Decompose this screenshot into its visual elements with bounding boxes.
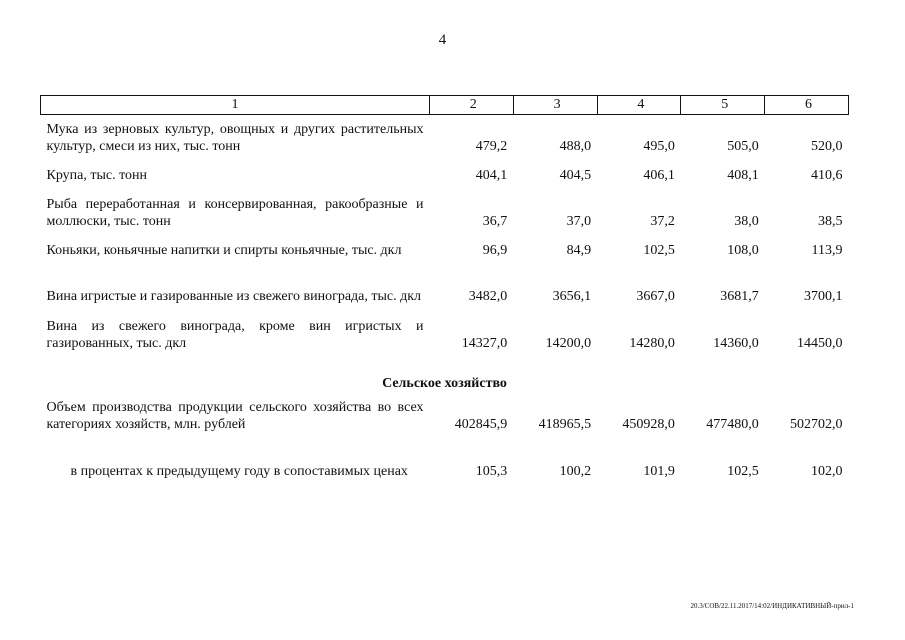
table-row-agri-percent [41, 433, 849, 480]
table-row-flour [41, 115, 849, 155]
cell-value: 105,3 [475, 463, 508, 479]
table-row-wine [41, 305, 849, 352]
cell-value: 479,2 [475, 138, 508, 154]
cell-value: 3700,1 [803, 288, 843, 304]
cell-value: 102,0 [810, 463, 843, 479]
column-header-2: 2 [430, 96, 514, 115]
cell-value: 402845,9 [454, 416, 508, 432]
cell-value: 37,0 [566, 213, 592, 229]
cell-value: 408,1 [727, 167, 759, 183]
cell-value: 495,0 [643, 138, 675, 154]
section-title: Сельское хозяйство [382, 375, 507, 391]
cell-value: 14200,0 [545, 335, 592, 351]
cell-value: 404,5 [559, 167, 592, 183]
cell-value: 488,0 [559, 138, 592, 154]
cell-value: 14360,0 [713, 335, 759, 351]
cell-value: 96,9 [482, 242, 508, 258]
cell-value: 100,2 [559, 463, 592, 479]
cell-value: 404,1 [475, 167, 508, 183]
cell-value: 3656,1 [552, 288, 592, 304]
column-number-row [41, 96, 849, 115]
cell-value: 406,1 [643, 167, 675, 183]
cell-value: 14327,0 [461, 335, 508, 351]
cell-value: 14450,0 [796, 335, 843, 351]
cell-value: 102,5 [643, 242, 675, 258]
row-label: в процентах к предыдущему году в сопоставимых ценах [70, 463, 408, 479]
section-header-row [41, 352, 849, 392]
cell-value: 14280,0 [629, 335, 675, 351]
column-header-3: 3 [513, 96, 597, 115]
table-row-agri-output [41, 392, 849, 433]
cell-value: 505,0 [727, 138, 759, 154]
row-label: Коньяки, коньячные напитки и спирты коньячные, тыс. дкл [46, 242, 402, 258]
cell-value: 38,5 [817, 213, 843, 229]
cell-value: 36,7 [482, 213, 508, 229]
row-label: Объем производства продукции сельского хозяйства во всех категориях хозяйств, млн. рублей [46, 399, 424, 432]
row-label: Вина из свежего винограда, кроме вин игристых и газированных, тыс. дкл [46, 318, 424, 351]
cell-value: 418965,5 [538, 416, 592, 432]
cell-value: 520,0 [810, 138, 843, 154]
cell-value: 3667,0 [636, 288, 675, 304]
cell-value: 108,0 [727, 242, 759, 258]
cell-value: 101,9 [643, 463, 675, 479]
cell-value: 38,0 [734, 213, 759, 229]
row-label: Крупа, тыс. тонн [46, 167, 148, 183]
column-header-4: 4 [597, 96, 681, 115]
cell-value: 3482,0 [468, 288, 508, 304]
cell-value: 502702,0 [789, 416, 843, 432]
table-row-cognac [41, 230, 849, 259]
column-header-1: 1 [41, 96, 430, 115]
cell-value: 84,9 [566, 242, 592, 258]
cell-value: 102,5 [727, 463, 759, 479]
column-header-6: 6 [765, 96, 849, 115]
table-row-groats [41, 155, 849, 184]
cell-value: 3681,7 [720, 288, 759, 304]
row-label: Вина игристые и газированные из свежего винограда, тыс. дкл [46, 288, 422, 304]
cell-value: 450928,0 [622, 416, 675, 432]
cell-value: 477480,0 [706, 416, 759, 432]
cell-value: 37,2 [650, 213, 675, 229]
page-number: 4 [438, 32, 447, 48]
cell-value: 410,6 [810, 167, 843, 183]
cell-value: 113,9 [811, 242, 843, 258]
table-row-sparkling-wine [41, 259, 849, 305]
table-row-fish [41, 184, 849, 230]
column-header-5: 5 [681, 96, 765, 115]
row-label: Рыба переработанная и консервированная, ракообразные и моллюски, тыс. тонн [46, 196, 424, 229]
indicator-table [40, 95, 849, 480]
row-label: Мука из зерновых культур, овощных и других растительных культур, смеси из них, тыс. тонн [46, 121, 424, 154]
document-footer-code: 20.3/СОВ/22.11.2017/14:02/ИНДИКАТИВНЫЙ-прил-1 [690, 602, 854, 610]
